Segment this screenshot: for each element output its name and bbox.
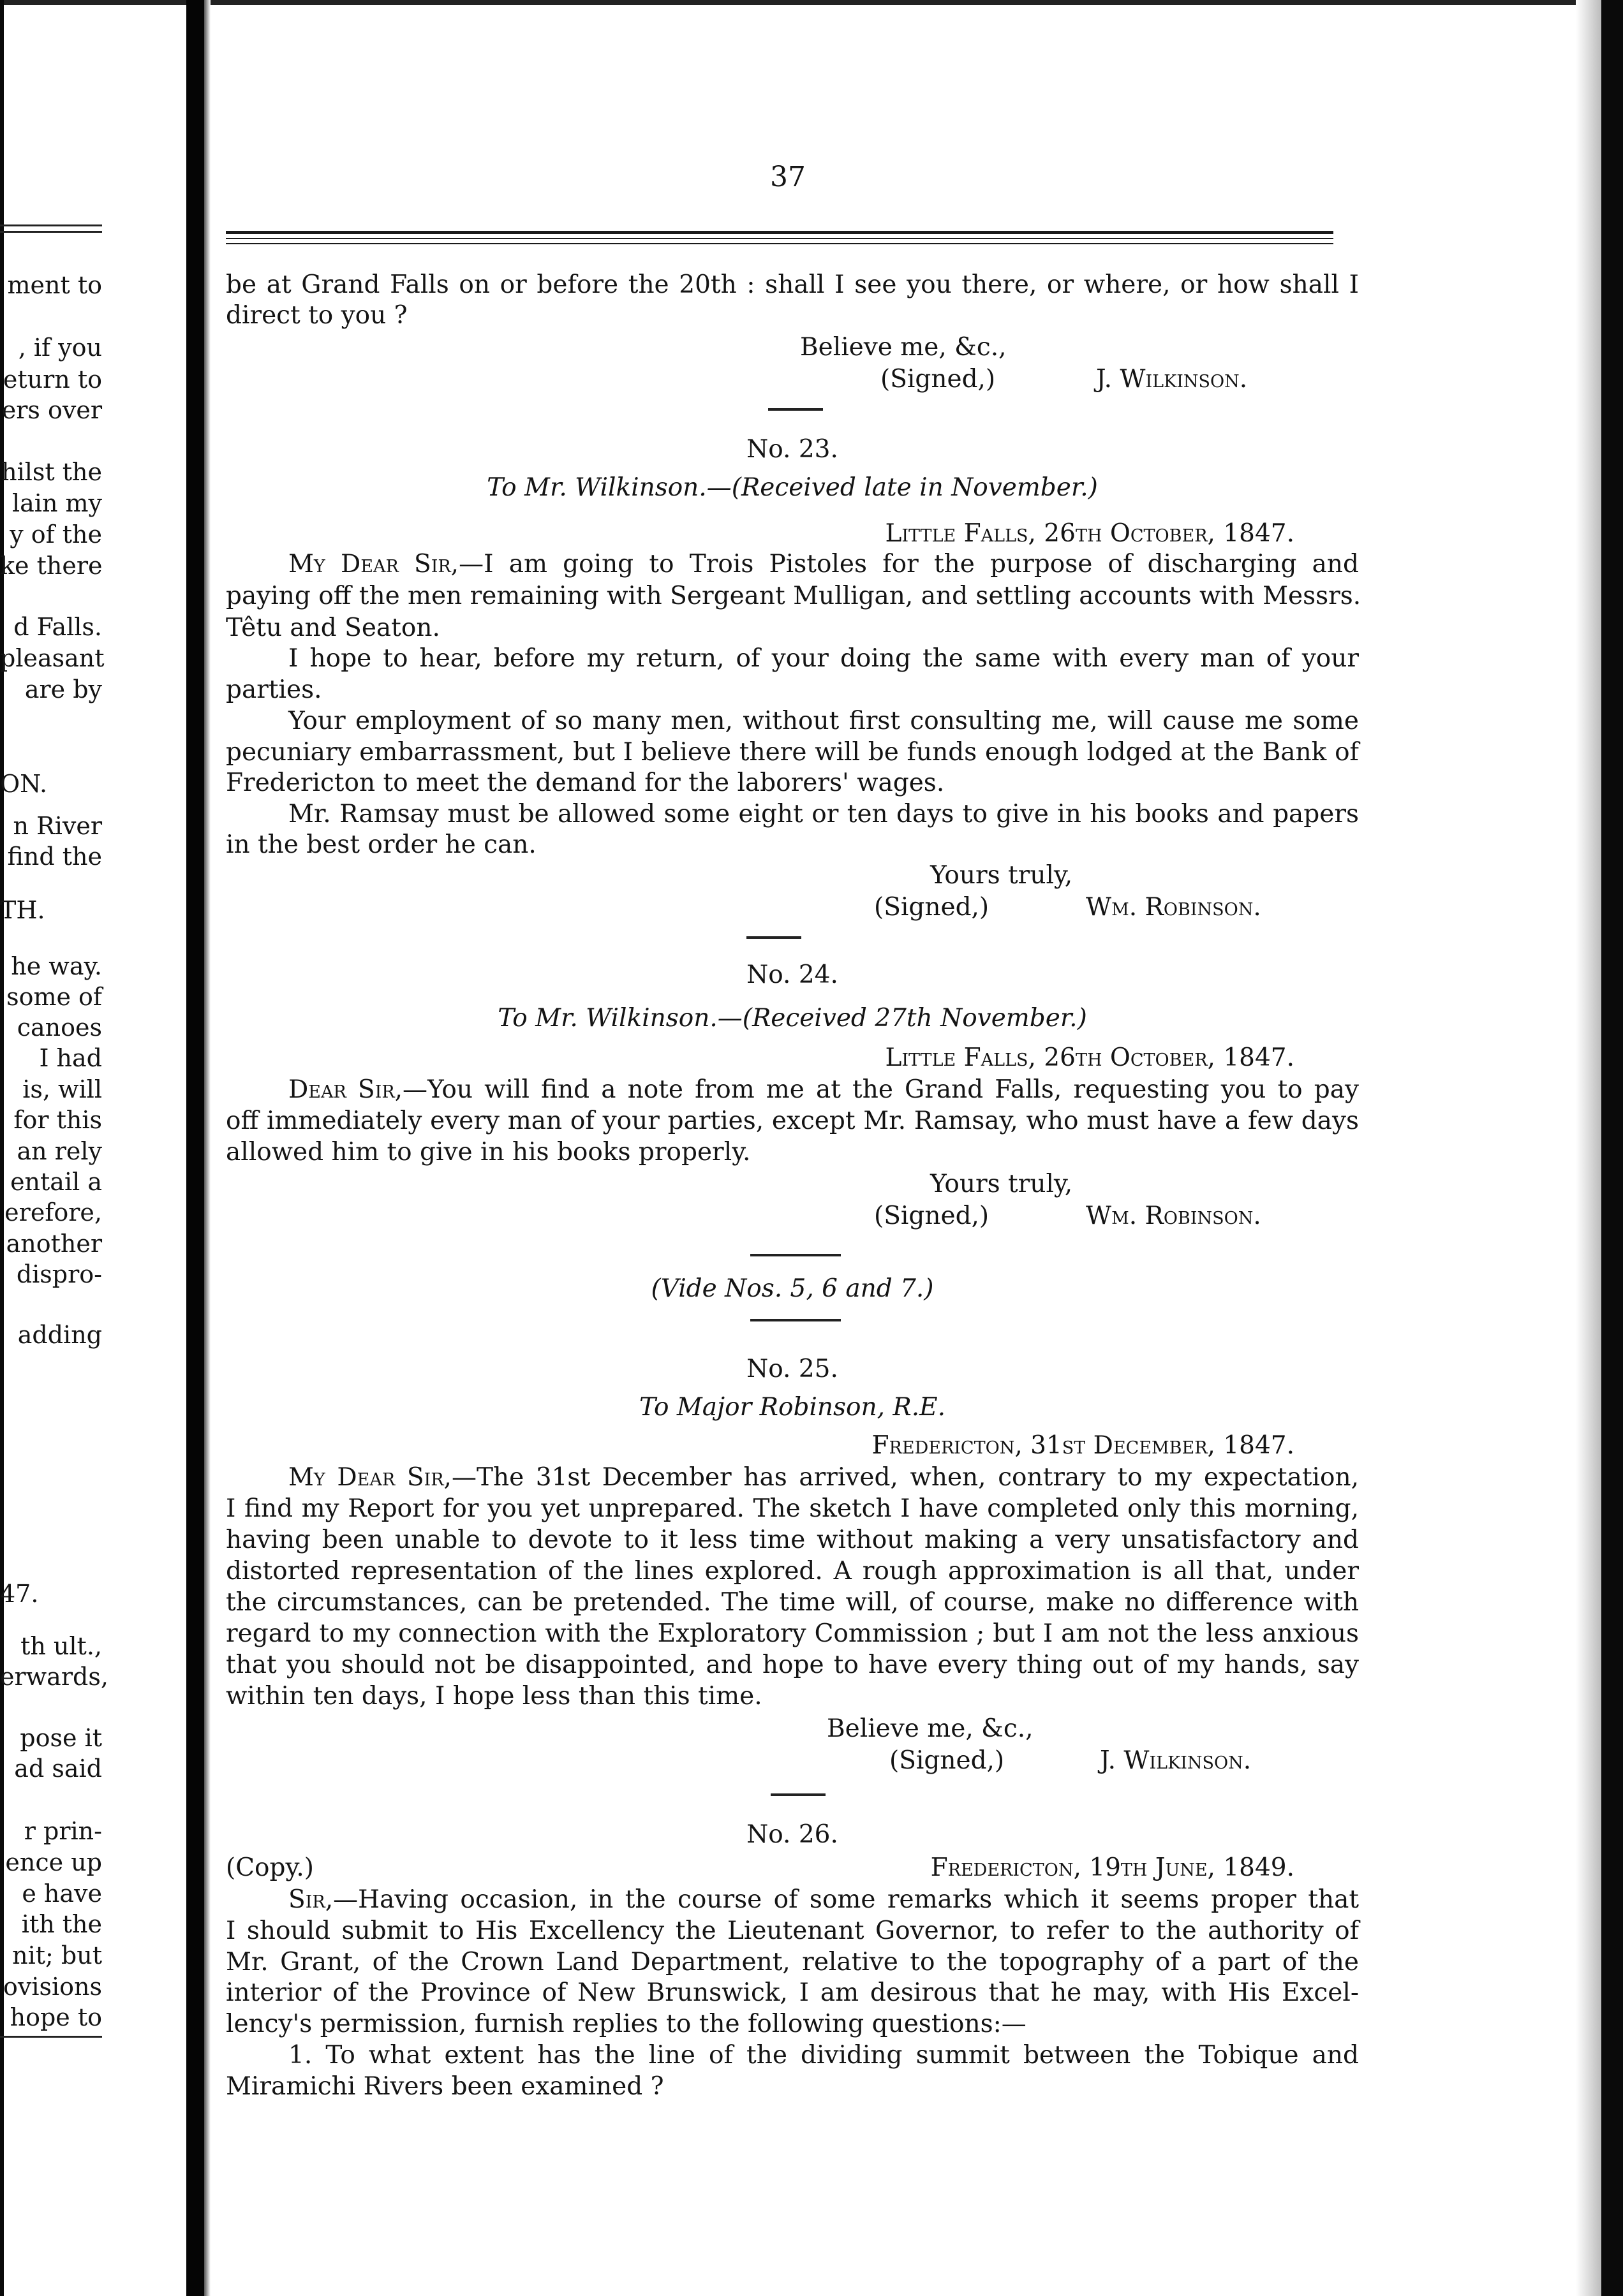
left-page-fragment: is, will <box>22 1075 102 1103</box>
left-page-fragment: another <box>6 1230 102 1258</box>
body-line: be at Grand Falls on or before the 20th : shall I see you there, or where, or how shall I <box>226 270 1359 299</box>
signed-label: (Signed,) <box>889 1746 1005 1775</box>
left-page-fragment: some of <box>6 983 102 1011</box>
left-page-fragment: erefore, <box>4 1198 102 1226</box>
signed-label: (Signed,) <box>874 893 989 922</box>
salutation: My Dear Sir, <box>288 550 459 578</box>
header-rule-bottom <box>226 243 1333 244</box>
body-line: allowed him to give in his books properly. <box>226 1138 751 1166</box>
body-text: —The 31st December has arrived, when, contrary to my expectation, <box>451 1463 1359 1492</box>
left-page-fragment: n River <box>13 812 102 840</box>
letter-heading: To Major Robinson, R.E. <box>639 1393 946 1422</box>
left-page-fragment: hilst the <box>1 458 102 486</box>
book-binding-gutter <box>186 0 204 2296</box>
left-page-fragment: entail a <box>10 1168 102 1196</box>
left-page-fragment: for this <box>13 1106 102 1134</box>
closing: Yours truly, <box>930 1170 1073 1198</box>
place-date: Fredericton, 19th June, 1849. <box>930 1853 1294 1882</box>
signed-label: (Signed,) <box>874 1202 989 1230</box>
left-page-fragment: are by <box>24 675 102 703</box>
closing: Believe me, &c., <box>800 333 1007 362</box>
body-line: in the best order he can. <box>226 830 537 859</box>
left-page-fragment: lain my <box>11 489 102 517</box>
signer-name: J. Wilkinson. <box>1100 1746 1252 1775</box>
header-rule-middle <box>226 238 1333 239</box>
section-rule <box>746 936 801 939</box>
left-page-fragment: e have <box>22 1880 102 1908</box>
left-page-fragment: hope to <box>10 2003 102 2031</box>
scan-right-edge <box>1601 0 1623 2296</box>
body-text: —I am going to Trois Pistoles for the purpose of discharging and <box>459 550 1359 578</box>
left-page-fragment: dispro- <box>16 1260 102 1288</box>
section-rule <box>750 1319 841 1321</box>
left-page-fragment: ke there <box>0 552 103 580</box>
salutation: Dear Sir, <box>288 1075 403 1104</box>
left-page-fragment: ment to <box>7 271 102 299</box>
binding-shadow <box>204 0 211 2296</box>
left-page-fragment: ers over <box>1 396 102 424</box>
body-line: Têtu and Seaton. <box>226 614 440 642</box>
left-page-fragment: ovisions <box>3 1973 102 2001</box>
page-number: 37 <box>770 161 806 193</box>
left-page-rule <box>0 224 102 226</box>
left-page-fragment: erwards, <box>0 1663 108 1691</box>
body-line: pecuniary embarrassment, but I believe there will be funds enough lodged at the Bank of <box>226 738 1359 767</box>
body-line <box>226 1884 1359 1916</box>
signer-name: J. Wilkinson. <box>1096 365 1248 394</box>
body-line: within ten days, I hope less than this time. <box>226 1682 762 1711</box>
page-top-edge <box>0 0 1623 5</box>
body-line <box>226 548 1359 580</box>
copy-label: (Copy.) <box>226 1853 314 1882</box>
body-line: Fredericton to meet the demand for the laborers' wages. <box>226 769 945 797</box>
signer-name: Wm. Robinson. <box>1086 893 1261 922</box>
left-page-fragment: find the <box>7 843 102 871</box>
body-line: regard to my connection with the Exploratory Commission ; but I am not the less anxious <box>226 1619 1359 1648</box>
body-line: paying off the men remaining with Sergeant Mulligan, and settling accounts with Messrs. <box>226 582 1361 610</box>
left-page-fragment: , if you <box>18 334 102 362</box>
body-line: Your employment of so many men, without first consulting me, will cause me some <box>288 707 1359 735</box>
letter-number: No. 23. <box>746 435 838 464</box>
left-page-fragment: ON. <box>0 770 48 798</box>
body-line: I find my Report for you yet unprepared. The sketch I have completed only this morning, <box>226 1494 1359 1523</box>
body-line <box>226 1074 1359 1106</box>
body-line: having been unable to devote to it less time without making a very unsatisfactory and <box>226 1526 1359 1554</box>
body-line: the circumstances, can be pretended. The time will, of course, make no difference with <box>226 1588 1359 1617</box>
left-page-fragment: d Falls. <box>13 613 102 641</box>
left-page-fragment: I had <box>39 1044 102 1072</box>
left-page-fragment: TH. <box>0 896 45 924</box>
header-rule-top <box>226 231 1333 234</box>
left-page-fragment: an rely <box>17 1137 102 1165</box>
body-line: that you should not be disappointed, and hope to have every thing out of my hands, say <box>226 1651 1359 1679</box>
letter-number: No. 24. <box>746 960 838 989</box>
body-text: —You will find a note from me at the Grand Falls, requesting you to pay <box>403 1075 1359 1104</box>
letter-heading: To Mr. Wilkinson.—(Received late in November.) <box>487 473 1098 502</box>
body-line: Miramichi Rivers been examined ? <box>226 2072 664 2101</box>
body-line <box>226 1462 1359 1494</box>
signed-label: (Signed,) <box>880 365 996 394</box>
body-text: —Having occasion, in the course of some remarks which it seems proper that <box>333 1885 1359 1914</box>
left-page-fragment: he way. <box>11 952 102 980</box>
left-page-fragment: 47. <box>0 1580 39 1608</box>
body-line: 1. To what extent has the line of the dividing summit between the Tobique and <box>288 2041 1359 2070</box>
cross-reference: (Vide Nos. 5, 6 and 7.) <box>651 1274 934 1303</box>
place-date: Little Falls, 26th October, 1847. <box>885 1043 1294 1072</box>
left-page-rule <box>0 231 102 233</box>
right-page-shadow <box>1576 0 1601 2296</box>
left-page-fragment: pleasant <box>0 644 105 672</box>
left-page-rule <box>0 2036 102 2038</box>
body-line: I hope to hear, before my return, of your doing the same with every man of your <box>288 644 1359 673</box>
left-page-fragment: eturn to <box>3 365 102 394</box>
body-line: I should submit to His Excellency the Lieutenant Governor, to refer to the authority of <box>226 1917 1359 1945</box>
body-line: direct to you ? <box>226 301 408 330</box>
left-page-fragment: pose it <box>20 1724 102 1752</box>
left-page-fragment: nit; but <box>12 1941 102 1969</box>
place-date: Little Falls, 26th October, 1847. <box>885 519 1294 548</box>
section-rule <box>771 1793 826 1796</box>
letter-number: No. 25. <box>746 1355 838 1383</box>
section-rule <box>750 1254 841 1256</box>
salutation: My Dear Sir, <box>288 1463 452 1492</box>
left-page-fragment: ad said <box>14 1755 102 1783</box>
left-page-fragment: th ult., <box>20 1632 102 1660</box>
left-page-fragment: ith the <box>21 1910 102 1938</box>
left-page-fragment: ence up <box>5 1848 102 1876</box>
section-rule <box>768 408 823 411</box>
closing: Yours truly, <box>930 861 1073 890</box>
left-page-fragment: y of the <box>10 520 102 548</box>
signer-name: Wm. Robinson. <box>1086 1202 1261 1230</box>
body-line: Mr. Grant, of the Crown Land Department, relative to the topography of a part of the <box>226 1948 1359 1976</box>
closing: Believe me, &c., <box>827 1714 1034 1743</box>
body-line: distorted representation of the lines explored. A rough approximation is all that, under <box>226 1557 1359 1586</box>
body-line: off immediately every man of your parties, except Mr. Ramsay, who must have a few days <box>226 1107 1359 1135</box>
body-line: Mr. Ramsay must be allowed some eight or ten days to give in his books and papers <box>288 800 1359 828</box>
left-page-fragment: r prin- <box>24 1817 102 1845</box>
body-line: lency's permission, furnish replies to the following questions:— <box>226 2010 1026 2038</box>
left-page-fragment: adding <box>17 1321 102 1349</box>
letter-number: No. 26. <box>746 1820 838 1849</box>
left-page-fragment: canoes <box>17 1013 102 1041</box>
letter-heading: To Mr. Wilkinson.—(Received 27th November.) <box>498 1004 1087 1033</box>
salutation: Sir, <box>288 1885 334 1914</box>
place-date: Fredericton, 31st December, 1847. <box>871 1431 1294 1460</box>
body-line: interior of the Province of New Brunswick, I am desirous that he may, with His Excel- <box>226 1978 1359 2007</box>
body-line: parties. <box>226 675 322 704</box>
